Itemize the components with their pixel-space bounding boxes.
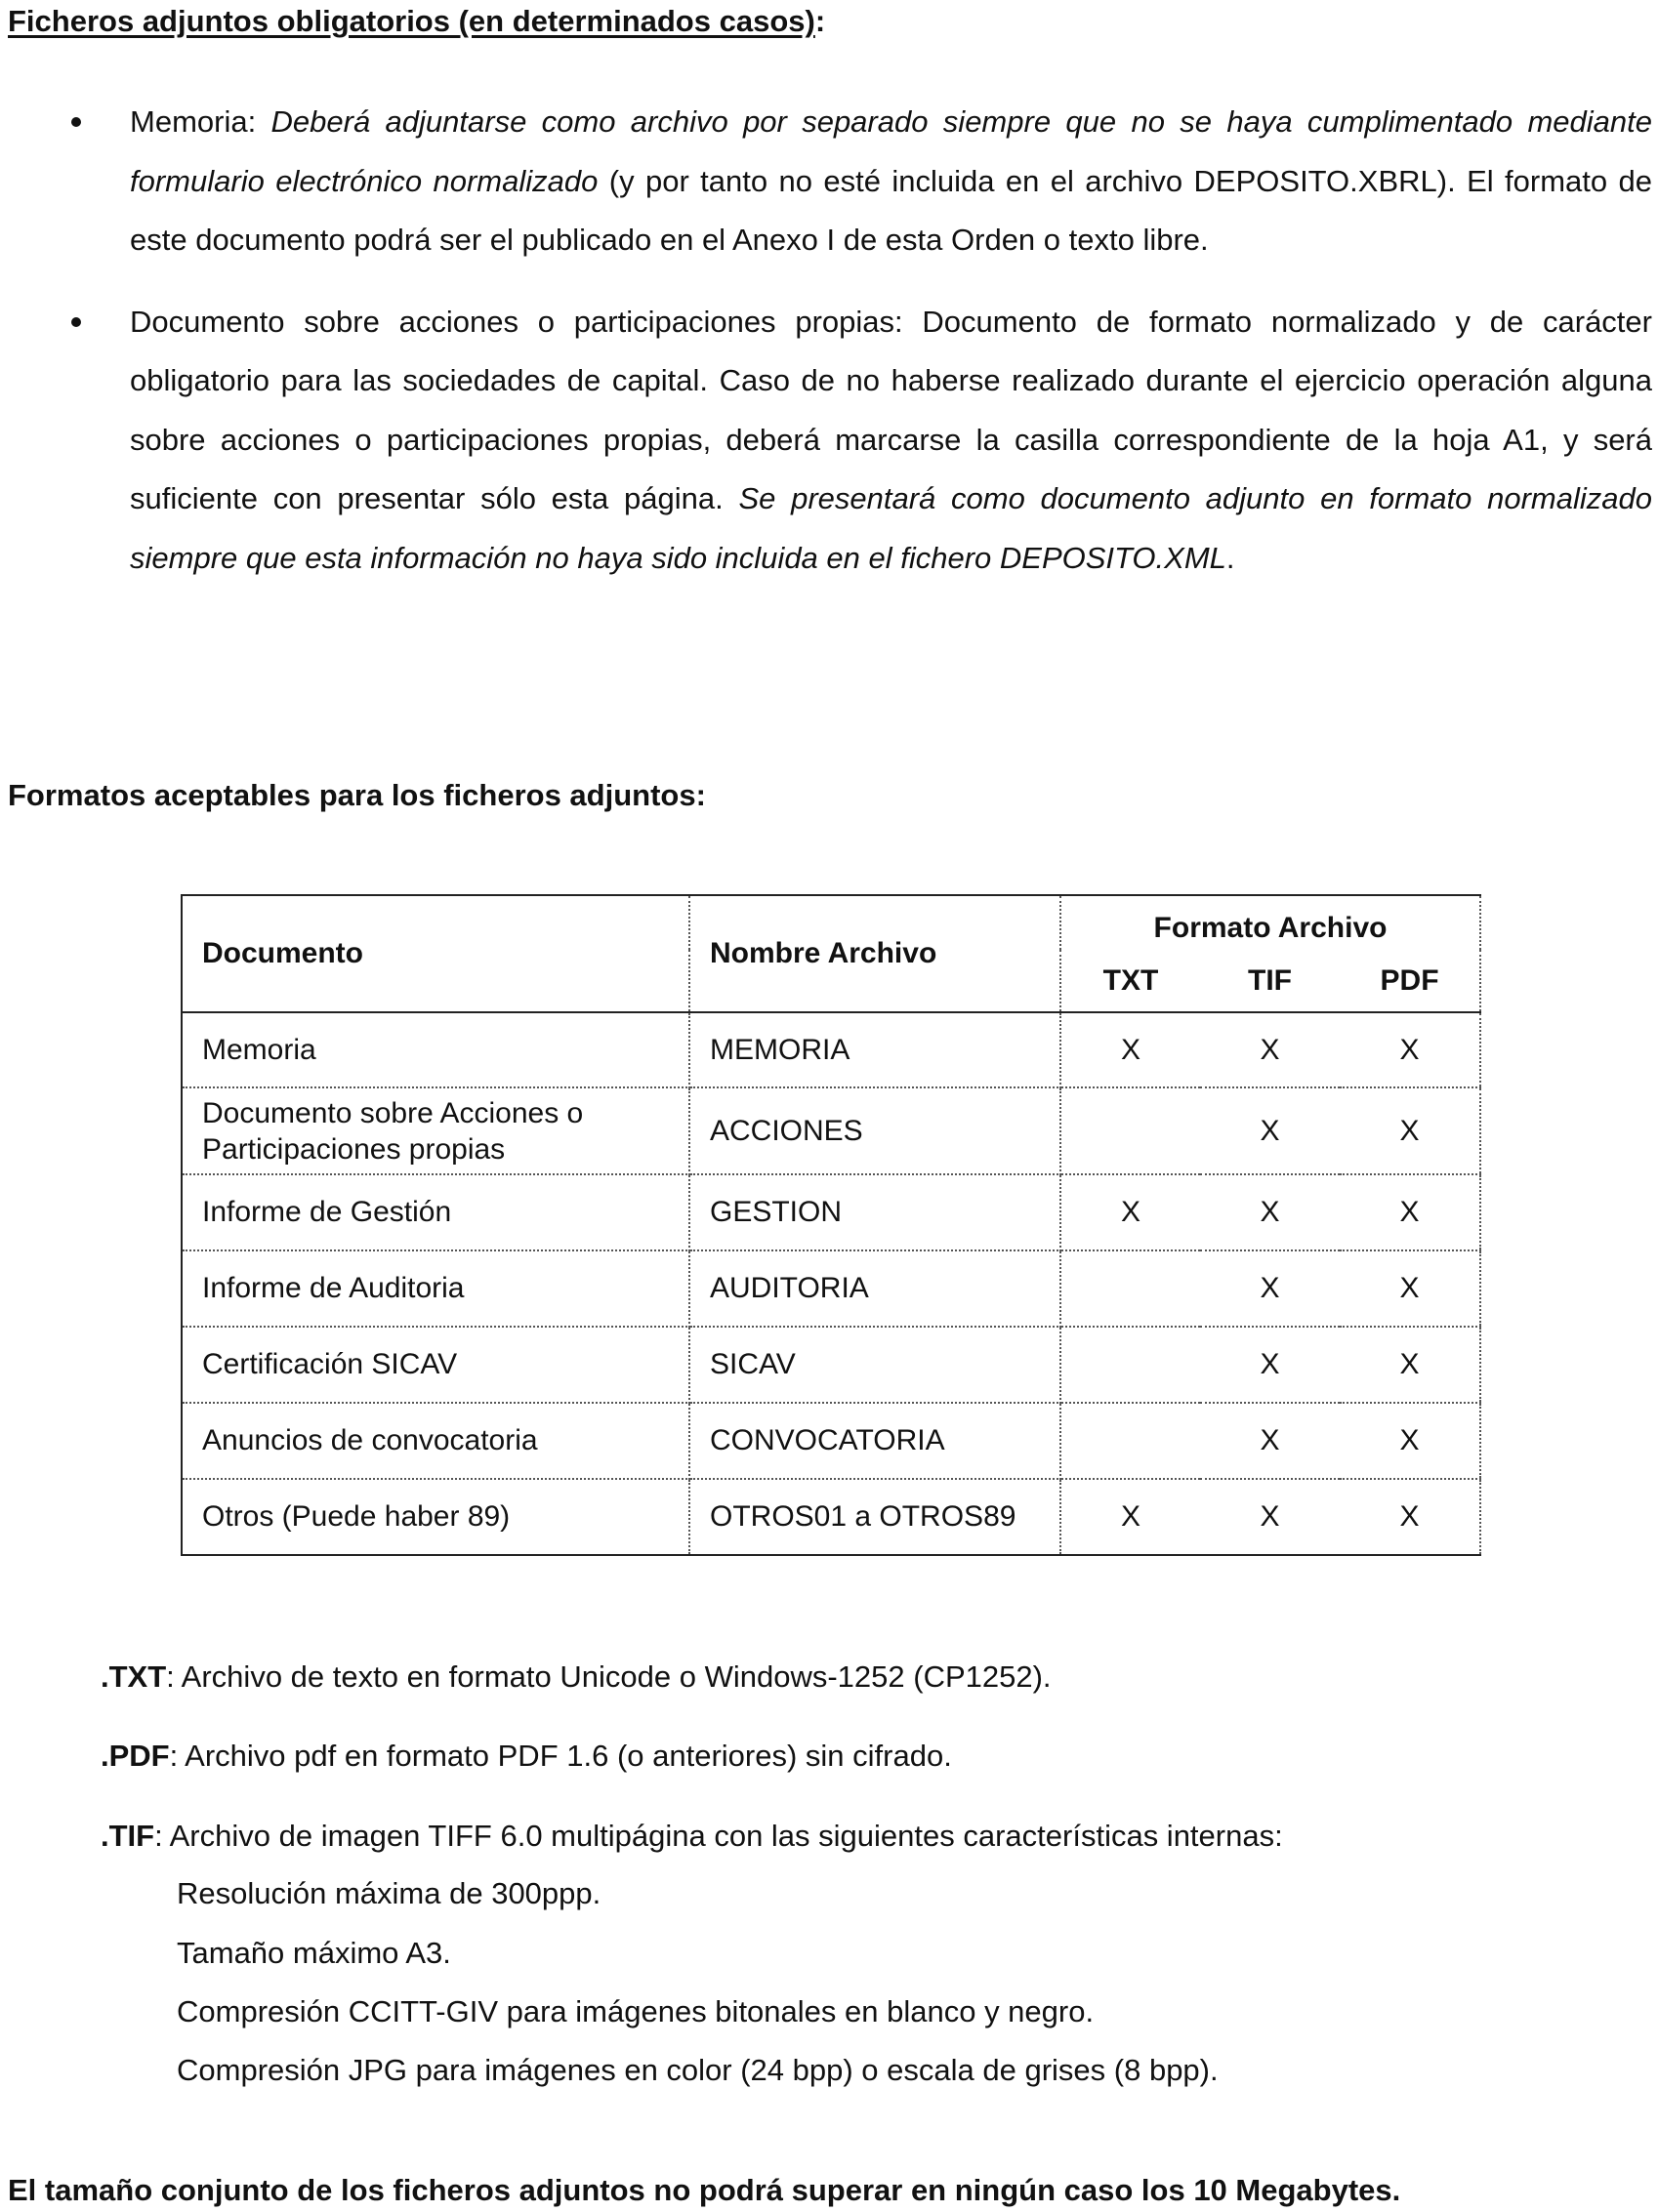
memoria-label: Memoria:: [130, 104, 257, 139]
cell-documento: Informe de Gestión: [182, 1174, 689, 1250]
table-row: [182, 1087, 1480, 1174]
cell-tif: X: [1200, 1327, 1340, 1403]
tif-item-jpg: Compresión JPG para imágenes en color (24 bpp) o escala de grises (8 bpp).: [177, 2053, 1219, 2087]
section-heading-colon: :: [814, 4, 826, 38]
bullet-icon: [71, 317, 81, 327]
cell-txt: X: [1060, 1012, 1200, 1087]
table-row: [182, 1327, 1480, 1403]
section-heading-mandatory-attachments: [8, 2, 825, 41]
note-tif: [101, 1817, 1283, 1856]
tif-item-ccitt: Compresión CCITT-GIV para imágenes bitonales en blanco y negro.: [177, 1994, 1095, 2028]
note-pdf-label: .PDF: [101, 1739, 170, 1773]
final-note: El tamaño conjunto de los ficheros adjuntos no podrá superar en ningún caso los 10 Megabytes.: [8, 2173, 1401, 2207]
cell-txt: X: [1060, 1174, 1200, 1250]
memoria-text: (y por tanto no esté incluida en el archivo DEPOSITO.XBRL). El formato de este documento podrá ser el publicado en el Anexo I de esta Orden o texto libre.: [130, 163, 1652, 257]
header-tif: TIF: [1200, 950, 1340, 1012]
section-heading-text: Ficheros adjuntos obligatorios (en determinados casos): [8, 4, 815, 38]
cell-pdf: X: [1340, 1403, 1480, 1479]
note-pdf-text: : Archivo pdf en formato PDF 1.6 (o anteriores) sin cifrado.: [169, 1739, 952, 1773]
header-nombre-archivo: Nombre Archivo: [689, 895, 1060, 1012]
cell-documento: Anuncios de convocatoria: [182, 1403, 689, 1479]
section-heading-formats: Formatos aceptables para los ficheros adjuntos:: [8, 778, 706, 812]
acciones-end: .: [1225, 540, 1235, 575]
cell-txt: X: [1120, 1500, 1140, 1533]
cell-nombre: ACCIONES: [689, 1087, 1060, 1174]
cell-txt: [1060, 1250, 1200, 1327]
header-pdf: PDF: [1340, 950, 1480, 1012]
mandatory-attachments-list: [0, 93, 1652, 610]
tif-item-resolution: Resolución máxima de 300ppp.: [177, 1876, 601, 1910]
cell-nombre: MEMORIA: [689, 1012, 1060, 1087]
cell-pdf: X: [1340, 1174, 1480, 1250]
cell-documento: Memoria: [182, 1012, 689, 1087]
acciones-italic-text: Se presentará como documento adjunto en formato normalizado siempre que esta información no haya sido incluida en el fichero DEPOSITO.XML: [130, 481, 1652, 575]
note-pdf: [101, 1737, 952, 1776]
cell-documento: Documento sobre Acciones o Participaciones propias: [182, 1087, 689, 1174]
cell-nombre: CONVOCATORIA: [689, 1403, 1060, 1479]
cell-tif: X: [1200, 1087, 1340, 1174]
cell-nombre: OTROS01 a OTROS89: [689, 1479, 1060, 1555]
table-row: [182, 1250, 1480, 1327]
table-row: [182, 1012, 1480, 1087]
tif-item-size: Tamaño máximo A3.: [177, 1936, 451, 1970]
cell-tif: X: [1200, 1250, 1340, 1327]
cell-documento: Informe de Auditoria: [182, 1250, 689, 1327]
cell-pdf: X: [1340, 1087, 1480, 1174]
header-txt: TXT: [1060, 950, 1200, 1012]
table-row: [182, 1174, 1480, 1250]
cell-nombre: AUDITORIA: [689, 1250, 1060, 1327]
cell-nombre: SICAV: [689, 1327, 1060, 1403]
note-tif-text: : Archivo de imagen TIFF 6.0 multipágina con las siguientes características internas:: [154, 1819, 1283, 1853]
bullet-icon: [71, 117, 81, 127]
cell-pdf: X: [1340, 1250, 1480, 1327]
cell-nombre: GESTION: [689, 1174, 1060, 1250]
acciones-text: Documento sobre acciones o participaciones propias: Documento de formato normalizado y de carácter obligatorio para las sociedades de capital. Caso de no haberse realizado durante el ejercicio operación alguna sobre acciones o participaciones propias, deberá marcarse la casilla correspondiente de la hoja A1, y será suficiente con presentar sólo esta página.: [130, 304, 1652, 515]
cell-tif: X: [1200, 1403, 1340, 1479]
note-txt-text: : Archivo de texto en formato Unicode o Windows-1252 (CP1252).: [166, 1659, 1052, 1694]
cell-txt: [1060, 1327, 1200, 1403]
cell-pdf: X: [1340, 1012, 1480, 1087]
header-formato-archivo: Formato Archivo: [1153, 911, 1388, 944]
note-txt: [101, 1658, 1052, 1697]
memoria-italic-text: Deberá adjuntarse como archivo por separado siempre que no se haya cumplimentado mediante formulario electrónico normalizado: [130, 104, 1652, 198]
note-txt-label: .TXT: [101, 1659, 167, 1694]
cell-documento: Certificación SICAV: [182, 1327, 689, 1403]
list-item-memoria: [0, 93, 1652, 270]
table-row: [182, 1479, 1480, 1555]
table-row: [182, 1403, 1480, 1479]
cell-tif: X: [1200, 1012, 1340, 1087]
cell-documento: Otros (Puede haber 89): [182, 1479, 689, 1555]
cell-txt: [1060, 1087, 1200, 1174]
header-documento: Documento: [182, 895, 689, 1012]
cell-tif: X: [1260, 1500, 1280, 1533]
formats-table: [181, 894, 1481, 1556]
cell-tif: X: [1200, 1174, 1340, 1250]
list-item-acciones: [0, 293, 1652, 589]
cell-pdf: X: [1340, 1327, 1480, 1403]
cell-txt: [1060, 1403, 1200, 1479]
cell-pdf: X: [1399, 1500, 1420, 1533]
note-tif-label: .TIF: [101, 1819, 155, 1853]
